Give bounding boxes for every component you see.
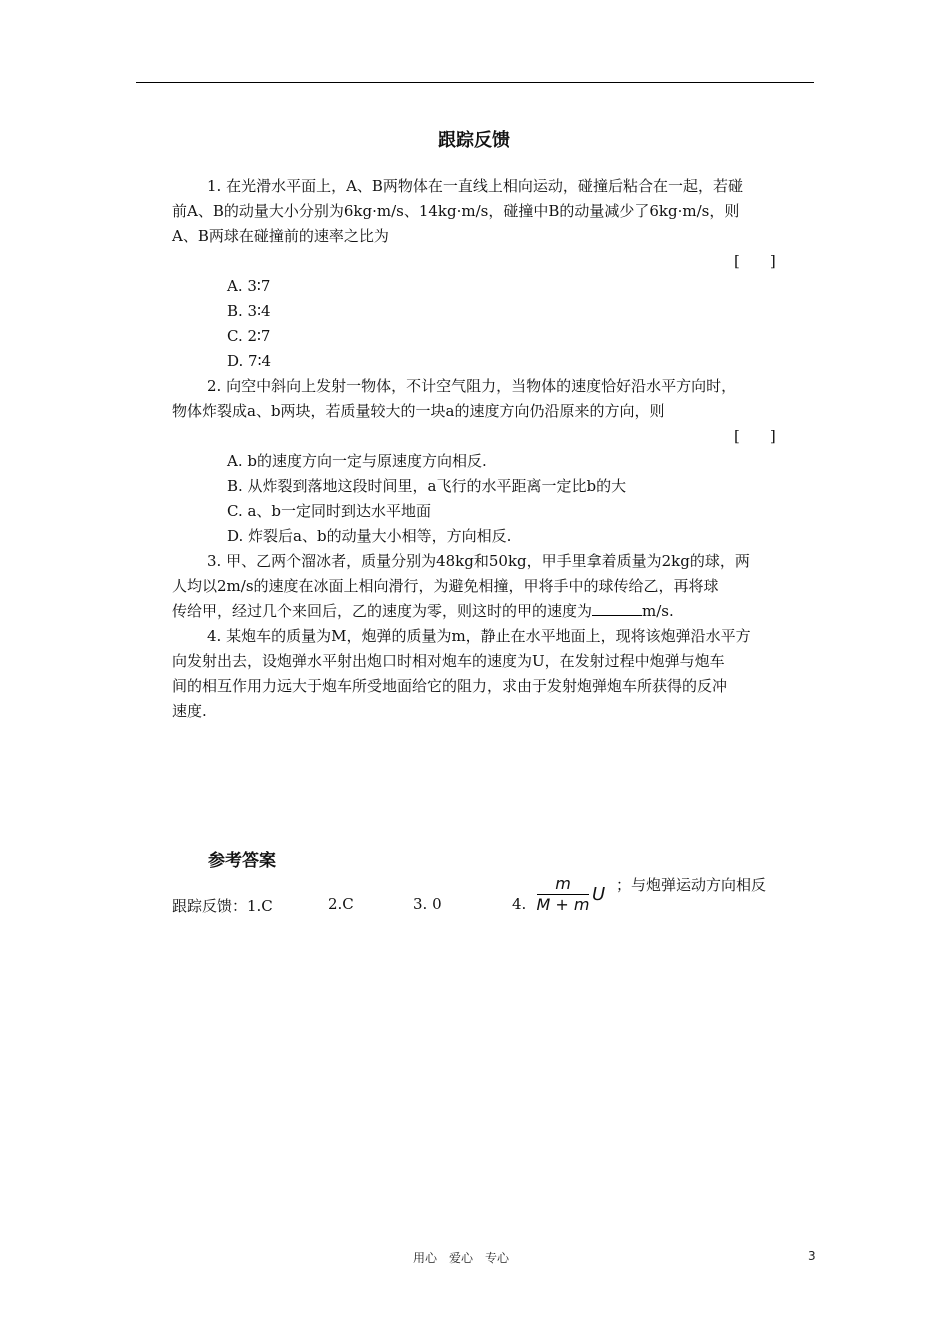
page-number: 3 bbox=[808, 1249, 816, 1263]
option-c: C. 2∶7 bbox=[227, 327, 271, 345]
question-4-line: 间的相互作用力远大于炮车所受地面给它的阻力，求由于发射炮弹炮车所获得的反冲 bbox=[172, 677, 728, 695]
option-a: A. 3∶7 bbox=[227, 277, 271, 295]
answer-3: 3. 0 bbox=[413, 895, 442, 913]
answers-label: 跟踪反馈：1.C bbox=[172, 897, 273, 915]
question-3-line: 3. 甲、乙两个溜冰者，质量分别为48kg和50kg，甲手里拿着质量为2kg的球，两 bbox=[207, 552, 750, 570]
unit-label: m/s. bbox=[642, 602, 674, 620]
question-4-line: 速度. bbox=[172, 702, 207, 720]
question-1-line: 前A、B的动量大小分别为6kg·m/s、14kg·m/s，碰撞中B的动量减少了6kg·m/s，则 bbox=[172, 202, 740, 220]
header-rule bbox=[136, 82, 814, 83]
option-d: D. 炸裂后a、b的动量大小相等，方向相反. bbox=[227, 527, 512, 545]
answer-2: 2.C bbox=[328, 895, 354, 913]
question-4-line: 向发射出去，设炮弹水平射出炮口时相对炮车的速度为U，在发射过程中炮弹与炮车 bbox=[172, 652, 725, 670]
question-3-line: 传给甲，经过几个来回后，乙的速度为零，则这时的甲的速度为 bbox=[172, 602, 593, 620]
answer-4-prefix: 4. bbox=[512, 895, 527, 913]
fraction-denominator: M + m bbox=[536, 895, 590, 914]
page-title: 跟踪反馈 bbox=[438, 130, 510, 151]
answer-bracket: [ ] bbox=[734, 252, 776, 270]
question-1-line: A、B两球在碰撞前的速率之比为 bbox=[172, 227, 389, 245]
question-3 bbox=[172, 549, 792, 624]
fraction bbox=[535, 874, 591, 915]
question-2-line: 2. 向空中斜向上发射一物体，不计空气阻力，当物体的速度恰好沿水平方向时， bbox=[207, 377, 737, 395]
question-1 bbox=[172, 174, 792, 249]
question-3-line: 人均以2m/s的速度在冰面上相向滑行，为避免相撞，甲将手中的球传给乙，再将球 bbox=[172, 577, 719, 595]
answer-4-suffix: ；与炮弹运动方向相反 bbox=[616, 876, 767, 894]
question-2-line: 物体炸裂成a、b两块，若质量较大的一块a的速度方向仍沿原来的方向，则 bbox=[172, 402, 665, 420]
option-b: B. 从炸裂到落地这段时间里，a飞行的水平距离一定比b的大 bbox=[227, 477, 627, 495]
question-2 bbox=[172, 374, 792, 424]
option-b: B. 3∶4 bbox=[227, 302, 271, 320]
answers-heading: 参考答案 bbox=[208, 851, 276, 871]
answer-bracket: [ ] bbox=[734, 427, 776, 445]
option-d: D. 7∶4 bbox=[227, 352, 272, 370]
fraction-numerator: m bbox=[555, 874, 571, 893]
question-4 bbox=[172, 624, 792, 724]
variable-u: U bbox=[592, 884, 606, 905]
question-1-line: 1. 在光滑水平面上，A、B两物体在一直线上相向运动，碰撞后粘合在一起，若碰 bbox=[207, 177, 743, 195]
option-a: A. b的速度方向一定与原速度方向相反. bbox=[227, 452, 487, 470]
answer-blank bbox=[592, 602, 642, 616]
question-4-line: 4. 某炮车的质量为M，炮弹的质量为m，静止在水平地面上，现将该炮弹沿水平方 bbox=[207, 627, 751, 645]
footer-slogan: 用心 爱心 专心 bbox=[413, 1251, 510, 1265]
option-c: C. a、b一定同时到达水平地面 bbox=[227, 502, 432, 520]
